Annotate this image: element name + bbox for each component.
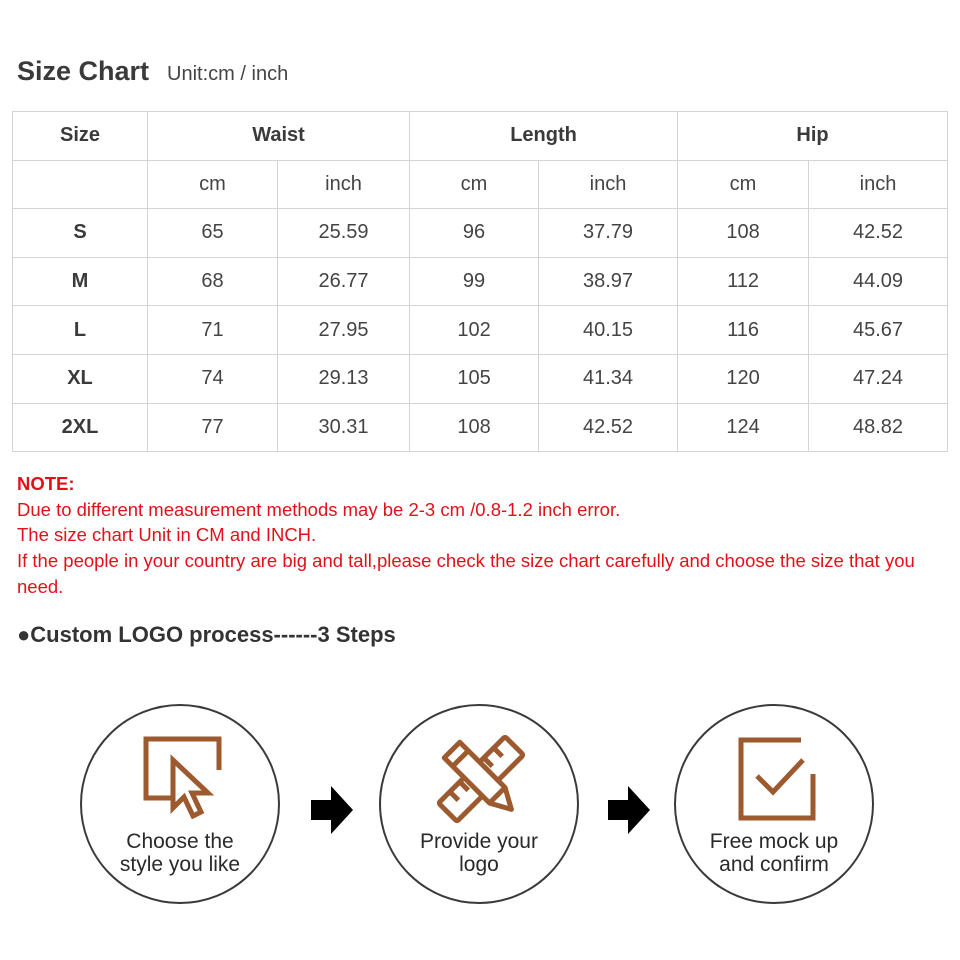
- table-cell: 27.95: [278, 306, 410, 355]
- subheader-cell: inch: [539, 160, 678, 209]
- table-cell: 65: [148, 209, 278, 258]
- subheader-cell: inch: [809, 160, 948, 209]
- size-cell: L: [13, 306, 148, 355]
- table-cell: 108: [410, 403, 539, 452]
- table-cell: 99: [410, 257, 539, 306]
- table-cell: 124: [678, 403, 809, 452]
- table-row: [13, 354, 948, 403]
- step-label: Choose the style you like: [119, 830, 241, 876]
- table-cell: 74: [148, 354, 278, 403]
- size-table: [12, 111, 948, 452]
- subheader-cell: cm: [148, 160, 278, 209]
- note-block: [17, 471, 947, 600]
- subheader-cell: [13, 160, 148, 209]
- arrow-right-icon: [608, 786, 650, 834]
- table-cell: 116: [678, 306, 809, 355]
- note-line: If the people in your country are big and tall,please check the size chart carefully and choose the size that you need.: [17, 550, 915, 597]
- note-line: Due to different measurement methods may be 2-3 cm /0.8-1.2 inch error.: [17, 498, 621, 520]
- logo-process-heading: ●Custom LOGO process------3 Steps: [17, 622, 396, 647]
- table-cell: 45.67: [809, 306, 948, 355]
- table-cell: 26.77: [278, 257, 410, 306]
- note-line: The size chart Unit in CM and INCH.: [17, 524, 317, 546]
- note-title: NOTE:: [17, 473, 75, 494]
- step-label: Free mock up and confirm: [709, 830, 839, 876]
- table-cell: 68: [148, 257, 278, 306]
- header-waist: Waist: [148, 112, 410, 161]
- page-title: Size Chart: [17, 56, 150, 86]
- table-cell: 120: [678, 354, 809, 403]
- step-mock-up-confirm: [674, 704, 874, 904]
- subheader-cell: cm: [678, 160, 809, 209]
- step-label: Provide your logo: [420, 830, 538, 876]
- table-cell: 40.15: [539, 306, 678, 355]
- table-cell: 37.79: [539, 209, 678, 258]
- step-provide-logo: [379, 704, 579, 904]
- table-cell: 42.52: [809, 209, 948, 258]
- table-subheader-row: [13, 160, 948, 209]
- table-cell: 42.52: [539, 403, 678, 452]
- table-cell: 105: [410, 354, 539, 403]
- table-cell: 44.09: [809, 257, 948, 306]
- table-cell: 71: [148, 306, 278, 355]
- table-cell: 112: [678, 257, 809, 306]
- table-cell: 96: [410, 209, 539, 258]
- size-cell: M: [13, 257, 148, 306]
- table-cell: 102: [410, 306, 539, 355]
- size-cell: 2XL: [13, 403, 148, 452]
- table-row: [13, 403, 948, 452]
- unit-label: Unit:cm / inch: [167, 63, 289, 85]
- cursor-select-icon: [137, 734, 227, 824]
- table-cell: 41.34: [539, 354, 678, 403]
- table-cell: 25.59: [278, 209, 410, 258]
- step-choose-style: [80, 704, 280, 904]
- table-cell: 77: [148, 403, 278, 452]
- table-cell: 30.31: [278, 403, 410, 452]
- table-row: [13, 209, 948, 258]
- header-length: Length: [410, 112, 678, 161]
- size-chart-header: [17, 56, 288, 87]
- checkbox-icon: [731, 734, 821, 824]
- table-cell: 38.97: [539, 257, 678, 306]
- size-cell: XL: [13, 354, 148, 403]
- table-cell: 47.24: [809, 354, 948, 403]
- pencil-ruler-icon: [436, 734, 526, 824]
- table-row: [13, 257, 948, 306]
- arrow-right-icon: [311, 786, 353, 834]
- table-header-row: [13, 112, 948, 161]
- table-cell: 48.82: [809, 403, 948, 452]
- header-hip: Hip: [678, 112, 948, 161]
- table-cell: 29.13: [278, 354, 410, 403]
- header-size: Size: [13, 112, 148, 161]
- subheader-cell: cm: [410, 160, 539, 209]
- size-cell: S: [13, 209, 148, 258]
- subheader-cell: inch: [278, 160, 410, 209]
- table-cell: 108: [678, 209, 809, 258]
- table-row: [13, 306, 948, 355]
